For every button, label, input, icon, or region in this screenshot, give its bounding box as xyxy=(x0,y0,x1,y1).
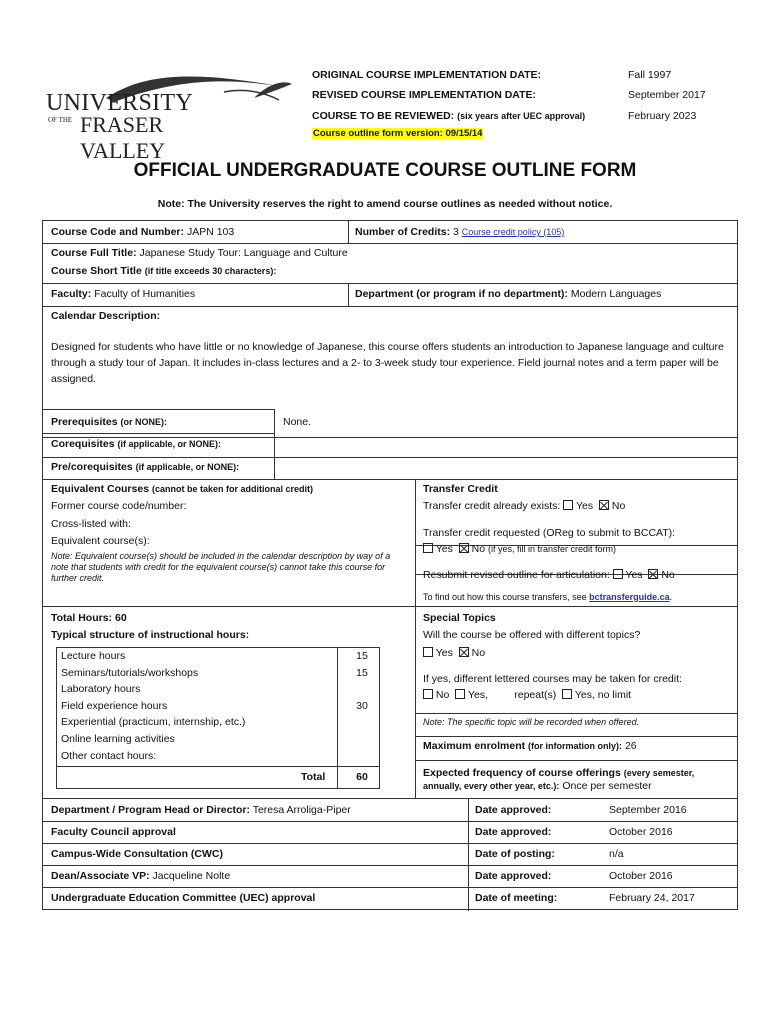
hours-table xyxy=(56,647,380,789)
precoreq-note: (if applicable, or NONE): xyxy=(135,462,240,472)
notice: Note: The University reserves the right to amend course outlines as needed without notice. xyxy=(157,198,613,210)
prereq-note: (or NONE): xyxy=(120,417,167,427)
logo-line1: UNIVERSITY xyxy=(46,90,193,116)
approval-date-label: Date approved: xyxy=(475,804,552,816)
coreq-note: (if applicable, or NONE): xyxy=(117,439,222,449)
frequency-row-2 xyxy=(423,780,652,792)
max-enrolment-label: Maximum enrolment xyxy=(423,740,526,752)
hours-row-value: 15 xyxy=(356,666,368,679)
transfer-requested-no-checkbox[interactable] xyxy=(459,543,469,553)
special-topics-note: Note: The specific topic will be recorded when offered. xyxy=(423,717,640,727)
lettered-no-checkbox[interactable] xyxy=(423,689,433,699)
transfer-requested-label: Transfer credit requested (OReg to submit to BCCAT): xyxy=(423,527,676,539)
frequency-value: Once per semester xyxy=(562,780,652,792)
transfer-exists-no-checkbox[interactable] xyxy=(599,500,609,510)
max-enrolment-value: 26 xyxy=(624,740,637,752)
max-enrolment-row xyxy=(423,740,637,752)
table-row xyxy=(57,698,379,715)
cross-listed-label: Cross-listed with: xyxy=(51,518,131,530)
transfer-exists-no-label: No xyxy=(611,500,626,512)
faculty-label: Faculty: xyxy=(51,288,92,300)
total-hours-value: 60 xyxy=(114,612,127,624)
approval-date: October 2016 xyxy=(609,826,673,838)
page-title: OFFICIAL UNDERGRADUATE COURSE OUTLINE FORM xyxy=(133,160,637,181)
prereq-label: Prerequisites xyxy=(51,416,118,428)
lettered-no-label: No xyxy=(435,689,450,701)
lettered-unlimited-label: Yes, no limit xyxy=(574,689,632,701)
revised-date-value: September 2017 xyxy=(628,89,706,101)
bctransferguide-link[interactable]: bctransferguide.ca xyxy=(589,592,670,602)
equivalent-row xyxy=(51,483,313,495)
prereq-value: None. xyxy=(283,416,312,428)
short-title-note: (if title exceeds 30 characters): xyxy=(144,266,277,276)
lettered-yes-checkbox[interactable] xyxy=(455,689,465,699)
approval-row-1 xyxy=(51,804,351,816)
department-label: Department (or program if no department): xyxy=(355,288,568,300)
transfer-exists-yes-checkbox[interactable] xyxy=(563,500,573,510)
approval-value: Teresa Arroliga-Piper xyxy=(252,804,351,816)
approval-label: Faculty Council approval xyxy=(51,826,176,838)
approval-date-label: Date of posting: xyxy=(475,848,555,860)
special-topics-yesno xyxy=(423,647,485,659)
calendar-label: Calendar Description: xyxy=(51,310,161,322)
approval-label: Dean/Associate VP: xyxy=(51,870,150,882)
typical-structure-label: Typical structure of instructional hours: xyxy=(51,629,250,641)
table-row xyxy=(57,731,379,748)
credits-value: 3 xyxy=(453,226,459,238)
table-row xyxy=(57,665,379,682)
original-date-label: ORIGINAL COURSE IMPLEMENTATION DATE: xyxy=(312,69,542,81)
find-out-row xyxy=(423,592,672,602)
special-no-checkbox[interactable] xyxy=(459,647,469,657)
short-title-label: Course Short Title xyxy=(51,265,142,277)
review-date-note: (six years after UEC approval) xyxy=(457,111,586,121)
logo-of-the: OF THE xyxy=(48,116,73,124)
coreq-row xyxy=(51,438,221,450)
equivalent-courses-label: Equivalent course(s): xyxy=(51,535,150,547)
resubmit-row xyxy=(423,569,675,581)
transfer-requested-no-label: No xyxy=(471,543,486,555)
transfer-exists-label: Transfer credit already exists: xyxy=(423,500,561,512)
approval-date-label: Date approved: xyxy=(475,826,552,838)
credit-policy-link[interactable]: Course credit policy (105) xyxy=(461,227,565,237)
lettered-courses-label: If yes, different lettered courses may be taken for credit: xyxy=(423,673,682,685)
frequency-row-1 xyxy=(423,767,694,779)
review-date-label: COURSE TO BE REVIEWED: xyxy=(312,110,455,122)
table-row xyxy=(57,748,379,765)
logo-line2: FRASER VALLEY xyxy=(80,112,166,163)
hours-row-label: Field experience hours xyxy=(61,699,168,712)
credits-row xyxy=(355,226,564,238)
revised-date-label: REVISED COURSE IMPLEMENTATION DATE: xyxy=(312,89,537,101)
approval-date-label: Date approved: xyxy=(475,870,552,882)
transfer-exists-row xyxy=(423,500,625,512)
special-yes-label: Yes xyxy=(435,647,453,659)
equivalent-label: Equivalent Courses xyxy=(51,483,150,495)
table-row xyxy=(57,681,379,698)
lettered-repeats-label: repeat(s) xyxy=(514,689,557,701)
hours-row-label: Seminars/tutorials/workshops xyxy=(61,666,199,679)
find-out-text: To find out how this course transfers, see xyxy=(423,592,587,602)
transfer-requested-yes-checkbox[interactable] xyxy=(423,543,433,553)
lettered-yes-label: Yes, xyxy=(467,689,488,701)
special-yes-checkbox[interactable] xyxy=(423,647,433,657)
precoreq-row xyxy=(51,461,239,473)
lettered-options xyxy=(423,689,631,701)
equivalent-note: (cannot be taken for additional credit) xyxy=(151,484,313,494)
special-topics-question: Will the course be offered with different topics? xyxy=(423,629,641,641)
approval-label: Campus-Wide Consultation (CWC) xyxy=(51,848,223,860)
transfer-requested-yes-label: Yes xyxy=(435,543,453,555)
lettered-unlimited-checkbox[interactable] xyxy=(562,689,572,699)
total-hours-label: Total Hours: xyxy=(51,612,113,624)
hours-row-value: 15 xyxy=(356,650,368,662)
credits-label: Number of Credits: xyxy=(355,226,451,238)
approval-date: October 2016 xyxy=(609,870,673,882)
department-value: Modern Languages xyxy=(570,288,662,300)
total-row-value: 60 xyxy=(356,771,368,783)
resubmit-yes-label: Yes xyxy=(625,569,643,581)
approval-label: Undergraduate Education Committee (UEC) approval xyxy=(51,892,316,904)
full-title-value: Japanese Study Tour: Language and Culture xyxy=(139,247,348,259)
course-code-row xyxy=(51,226,234,238)
review-date-row xyxy=(312,110,585,122)
review-date-value: February 2023 xyxy=(628,110,697,122)
resubmit-yes-checkbox[interactable] xyxy=(613,569,623,579)
full-title-label: Course Full Title: xyxy=(51,247,137,259)
equivalent-italic-note: Note: Equivalent course(s) should be included in the calendar description by way of a note that students with credit for the equivalent course(s) cannot take this course for further credit. xyxy=(51,551,391,583)
hours-row-label: Experiential (practicum, internship, etc.) xyxy=(61,716,246,729)
calendar-description: Designed for students who have little or no knowledge of Japanese, this course offers students an introduction to Japanese language and culture through a study tour of Japan. It includes in-class lectures and a 2- to 3-week study tour experience. Field journal notes and a term paper will be assigned. xyxy=(51,341,724,385)
transfer-fill-note: (if yes, fill in transfer credit form) xyxy=(488,544,617,554)
approval-value: Jacqueline Nolte xyxy=(152,870,231,882)
department-row xyxy=(355,288,661,300)
resubmit-no-label: No xyxy=(661,569,675,581)
faculty-row xyxy=(51,288,195,300)
hours-row-label: Lecture hours xyxy=(61,650,126,662)
coreq-label: Corequisites xyxy=(51,438,115,450)
original-date-value: Fall 1997 xyxy=(628,69,672,81)
frequency-note-1: (every semester, xyxy=(623,768,695,778)
approval-date: February 24, 2017 xyxy=(609,892,695,904)
university-logo xyxy=(44,68,250,163)
special-no-label: No xyxy=(471,647,486,659)
transfer-label: Transfer Credit xyxy=(423,483,498,495)
frequency-label: Expected frequency of course offerings xyxy=(423,767,621,779)
approval-date: n/a xyxy=(609,848,624,860)
course-code-value: JAPN 103 xyxy=(186,226,235,238)
table-row xyxy=(57,714,379,731)
course-outline-form xyxy=(42,220,738,910)
total-hours-row xyxy=(51,612,127,624)
frequency-note-2: annually, every other year, etc.): xyxy=(423,781,560,791)
approval-row-4 xyxy=(51,870,230,882)
resubmit-no-checkbox[interactable] xyxy=(648,569,658,579)
precoreq-label: Pre/corequisites xyxy=(51,461,133,473)
prereq-row xyxy=(51,416,167,428)
hours-row-label: Online learning activities xyxy=(61,733,175,745)
short-title-row xyxy=(51,265,276,277)
special-topics-label: Special Topics xyxy=(423,612,496,624)
approval-label: Department / Program Head or Director: xyxy=(51,804,250,816)
hours-row-label: Laboratory hours xyxy=(61,683,141,696)
table-row xyxy=(57,648,379,665)
faculty-value: Faculty of Humanities xyxy=(94,288,196,300)
full-title-row xyxy=(51,247,348,259)
max-enrolment-note: (for information only): xyxy=(528,741,623,751)
total-row-label: Total xyxy=(301,771,326,783)
find-out-period: . xyxy=(669,592,673,602)
resubmit-label: Resubmit revised outline for articulation: xyxy=(423,569,610,581)
form-version: Course outline form version: 09/15/14 xyxy=(313,128,483,139)
total-row xyxy=(57,768,379,788)
hours-row-label: Other contact hours: xyxy=(61,749,157,762)
approval-date-label: Date of meeting: xyxy=(475,892,558,904)
former-code-label: Former course code/number: xyxy=(51,500,187,512)
transfer-exists-yes-label: Yes xyxy=(575,500,594,512)
course-code-label: Course Code and Number: xyxy=(51,226,185,238)
approval-date: September 2016 xyxy=(609,804,687,816)
hours-row-value: 30 xyxy=(356,699,368,712)
transfer-requested-row xyxy=(423,543,616,555)
